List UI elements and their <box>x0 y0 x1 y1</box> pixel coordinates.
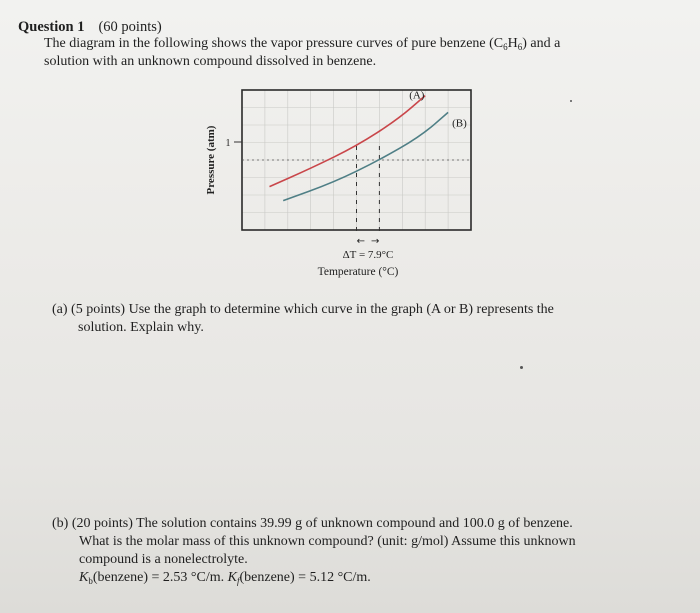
part-b-line-2: What is the molar mass of this unknown compound? (unit: g/mol) Assume this unknown <box>79 534 576 549</box>
delta-t-annotation: ΔT = 7.9°C <box>342 249 394 261</box>
kf-value: (benzene) = 5.12 °C/m. <box>239 570 371 585</box>
part-a-line-1: (a) (5 points) Use the graph to determine which curve in the graph (A or B) represents the <box>52 302 554 317</box>
kf-symbol: K <box>227 570 237 585</box>
series-b-label: (B) <box>452 117 467 130</box>
intro-line-2: solution with an unknown compound dissolved in benzene. <box>44 54 377 69</box>
y-tick-label: 1 <box>225 138 231 149</box>
delta-arrow-left: ← <box>356 236 365 247</box>
speck-mark <box>520 366 523 369</box>
intro-text-a: The diagram in the following shows the vapor pressure curves of pure benzene (C <box>44 36 504 51</box>
x-axis-label: Temperature (°C) <box>317 266 399 278</box>
series-b-line <box>283 112 448 200</box>
series-a-line <box>270 96 426 187</box>
kf-subscript: f <box>236 576 240 586</box>
intro-subscript-2: 6 <box>517 42 523 52</box>
part-a-line-2: solution. Explain why. <box>78 320 204 335</box>
intro-line-1 <box>44 35 684 53</box>
series-a-label: (A) <box>409 89 425 102</box>
kb-value: (benzene) = 2.53 °C/m. <box>92 570 228 585</box>
chart-svg <box>200 82 490 287</box>
part-b-line-3: compound is a nonelectrolyte. <box>79 552 248 567</box>
question-header <box>18 18 162 36</box>
speck-mark <box>570 100 572 102</box>
delta-arrow-right: → <box>371 236 380 247</box>
part-b-constants <box>52 569 576 587</box>
y-axis-label: Pressure (atm) <box>205 125 217 195</box>
intro-subscript-1: 6 <box>503 42 508 52</box>
part-b <box>52 515 576 587</box>
kb-symbol: K <box>79 570 89 585</box>
question-points: (60 points) <box>98 19 162 35</box>
vapor-pressure-chart <box>200 82 490 287</box>
kb-subscript: b <box>88 576 93 586</box>
part-b-line-1: (b) (20 points) The solution contains 39.99 g of unknown compound and 100.0 g of benzene. <box>52 516 573 531</box>
part-a <box>52 301 554 337</box>
question-intro <box>44 35 684 71</box>
question-number: Question 1 <box>18 19 85 35</box>
intro-text-h: H <box>507 36 518 51</box>
intro-text-b: ) and a <box>522 36 561 51</box>
